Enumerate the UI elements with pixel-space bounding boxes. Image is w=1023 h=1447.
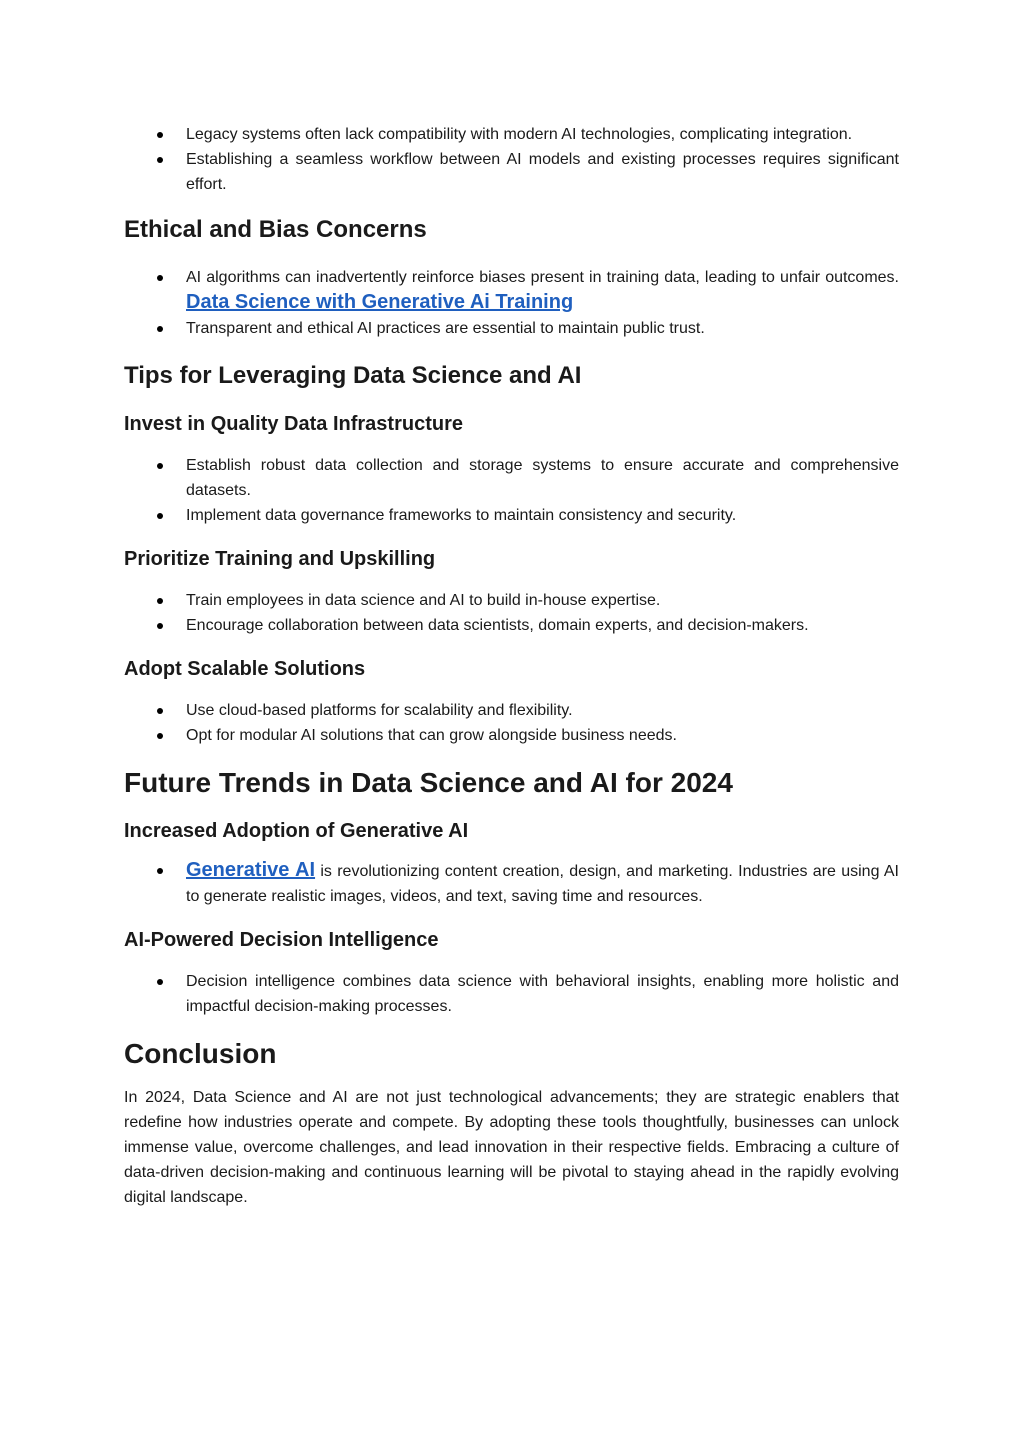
subheading-scalable: Adopt Scalable Solutions — [124, 658, 366, 680]
conclusion-paragraph: In 2024, Data Science and AI are not just technological advancements; they are strategic enablers that redefine how industries operate and compete. By adopting these tools thoughtfully, businesses can unlock immense value, overcome challenges, and lead innovation in their respective fields. Embracing a culture of data-driven decision-making and continuous learning will be pivotal to staying ahead in the rapidly evolving digital landscape. — [124, 1089, 899, 1206]
ethical-bullet-text: AI algorithms can inadvertently reinforce biases present in training data, leading to unfair outcomes. — [186, 269, 899, 286]
ethical-bullet-list — [124, 265, 899, 341]
list-item — [124, 265, 899, 316]
list-item: Use cloud-based platforms for scalability and flexibility. — [124, 698, 899, 723]
list-item: Legacy systems often lack compatibility with modern AI technologies, complicating integration. — [124, 122, 899, 147]
section-heading-conclusion: Conclusion — [124, 1038, 277, 1069]
section-heading-future: Future Trends in Data Science and AI for 2024 — [124, 767, 733, 798]
section-heading-tips: Tips for Leveraging Data Science and AI — [124, 362, 582, 389]
decision-bullet-list — [124, 969, 899, 1019]
list-item: Decision intelligence combines data science with behavioral insights, enabling more holistic and impactful decision-making processes. — [124, 969, 899, 1019]
subheading-decision: AI-Powered Decision Intelligence — [124, 929, 439, 951]
scalable-bullet-list — [124, 698, 899, 748]
list-item: Encourage collaboration between data scientists, domain experts, and decision-makers. — [124, 613, 899, 638]
subheading-invest: Invest in Quality Data Infrastructure — [124, 413, 463, 435]
section-heading-ethical: Ethical and Bias Concerns — [124, 216, 427, 243]
document-page — [124, 122, 899, 1210]
subheading-training: Prioritize Training and Upskilling — [124, 548, 436, 570]
integration-bullet-list — [124, 122, 899, 197]
subheading-generative: Increased Adoption of Generative AI — [124, 820, 469, 842]
list-item — [124, 858, 899, 909]
list-item: Implement data governance frameworks to maintain consistency and security. — [124, 503, 899, 528]
data-science-training-link[interactable]: Data Science with Generative Ai Training — [186, 291, 574, 313]
list-item: Opt for modular AI solutions that can grow alongside business needs. — [124, 723, 899, 748]
list-item: Transparent and ethical AI practices are essential to maintain public trust. — [124, 316, 899, 341]
list-item: Establishing a seamless workflow between AI models and existing processes requires significant effort. — [124, 147, 899, 197]
list-item: Establish robust data collection and storage systems to ensure accurate and comprehensive datasets. — [124, 453, 899, 503]
generative-bullet-text: is revolutionizing content creation, design, and marketing. Industries are using AI to generate realistic images, videos, and text, saving time and resources. — [186, 863, 900, 905]
generative-bullet-list — [124, 858, 899, 909]
training-bullet-list — [124, 588, 899, 638]
list-item: Train employees in data science and AI to build in-house expertise. — [124, 588, 899, 613]
invest-bullet-list — [124, 453, 899, 528]
generative-ai-link[interactable]: Generative AI — [186, 859, 316, 881]
